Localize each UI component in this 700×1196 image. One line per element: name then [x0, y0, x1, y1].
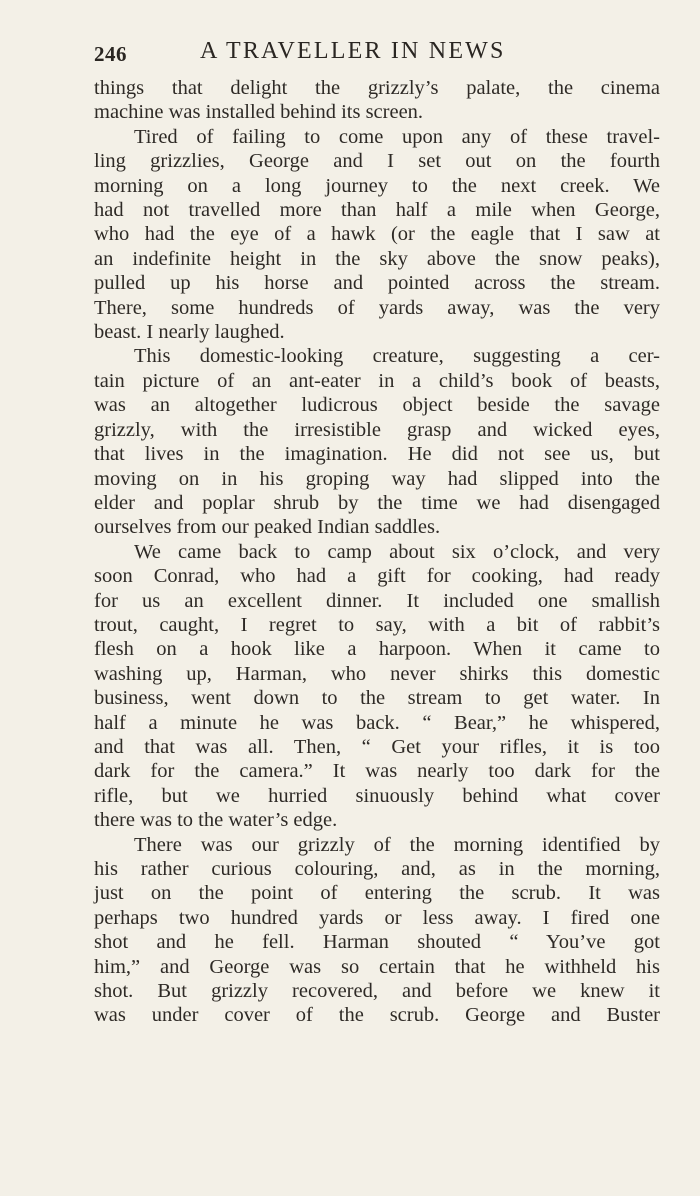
text-line: tain picture of an ant-eater in a child’s book of beasts,: [94, 369, 660, 392]
text-line: was under cover of the scrub. George and Buster: [94, 1004, 660, 1027]
paragraph: [94, 344, 660, 539]
text-line: trout, caught, I regret to say, with a bit of rabbit’s: [94, 613, 660, 636]
text-line: business, went down to the stream to get water. In: [94, 687, 660, 710]
text-line: just on the point of entering the scrub. It was: [94, 882, 660, 905]
page-header: [94, 38, 660, 72]
page-number: 246: [94, 42, 127, 66]
text-line: morning on a long journey to the next creek. We: [94, 174, 660, 197]
text-line: We came back to camp about six o’clock, and very: [134, 540, 660, 563]
text-line: things that delight the grizzly’s palate, the cinema: [94, 77, 660, 99]
paragraph: [94, 76, 660, 125]
paragraph: [94, 833, 660, 1028]
text-line: an indefinite height in the sky above the snow peaks),: [94, 247, 660, 270]
running-title: A TRAVELLER IN NEWS: [200, 38, 506, 64]
text-line: grizzly, with the irresistible grasp and wicked eyes,: [94, 418, 660, 441]
text-line: There, some hundreds of yards away, was the very: [94, 296, 660, 319]
text-line: that lives in the imagination. He did not see us, but: [94, 443, 660, 466]
text-line: machine was installed behind its screen.: [94, 101, 424, 124]
text-line: This domestic-looking creature, suggesting a cer-: [134, 345, 660, 368]
text-line: and that was all. Then, “ Get your rifles, it is too: [94, 735, 660, 758]
text-line: for us an excellent dinner. It included one smallish: [94, 589, 660, 612]
text-line: soon Conrad, who had a gift for cooking, had ready: [94, 565, 660, 588]
text-line: was an altogether ludicrous object beside the savage: [94, 394, 660, 417]
text-line: his rather curious colouring, and, as in the morning,: [94, 858, 660, 880]
text-line: there was to the water’s edge.: [94, 809, 338, 832]
text-line: shot and he fell. Harman shouted “ You’ve got: [94, 931, 660, 954]
text-line: ling grizzlies, George and I set out on the fourth: [94, 150, 660, 173]
text-line: flesh on a hook like a harpoon. When it came to: [94, 638, 660, 661]
body-text: [94, 76, 660, 1028]
text-line: had not travelled more than half a mile when George,: [94, 199, 660, 222]
text-line: pulled up his horse and pointed across the stream.: [94, 272, 660, 295]
text-line: moving on in his groping way had slipped into the: [94, 467, 660, 490]
text-line: elder and poplar shrub by the time we had disengaged: [94, 491, 660, 514]
paragraph: [94, 125, 660, 345]
text-line: There was our grizzly of the morning identified by: [134, 833, 660, 856]
text-line: ourselves from our peaked Indian saddles.: [94, 516, 441, 539]
text-line: dark for the camera.” It was nearly too dark for the: [94, 760, 660, 783]
text-line: Tired of failing to come upon any of these travel-: [134, 125, 660, 148]
text-line: half a minute he was back. “ Bear,” he whispered,: [94, 711, 660, 734]
text-line: shot. But grizzly recovered, and before we knew it: [94, 980, 660, 1003]
paragraph: [94, 540, 660, 833]
text-line: him,” and George was so certain that he withheld his: [94, 955, 660, 978]
text-line: beast. I nearly laughed.: [94, 321, 285, 344]
text-line: who had the eye of a hawk (or the eagle that I saw at: [94, 223, 660, 246]
text-line: washing up, Harman, who never shirks this domestic: [94, 662, 660, 685]
text-line: rifle, but we hurried sinuously behind what cover: [94, 784, 660, 807]
text-line: perhaps two hundred yards or less away. I fired one: [94, 906, 660, 929]
